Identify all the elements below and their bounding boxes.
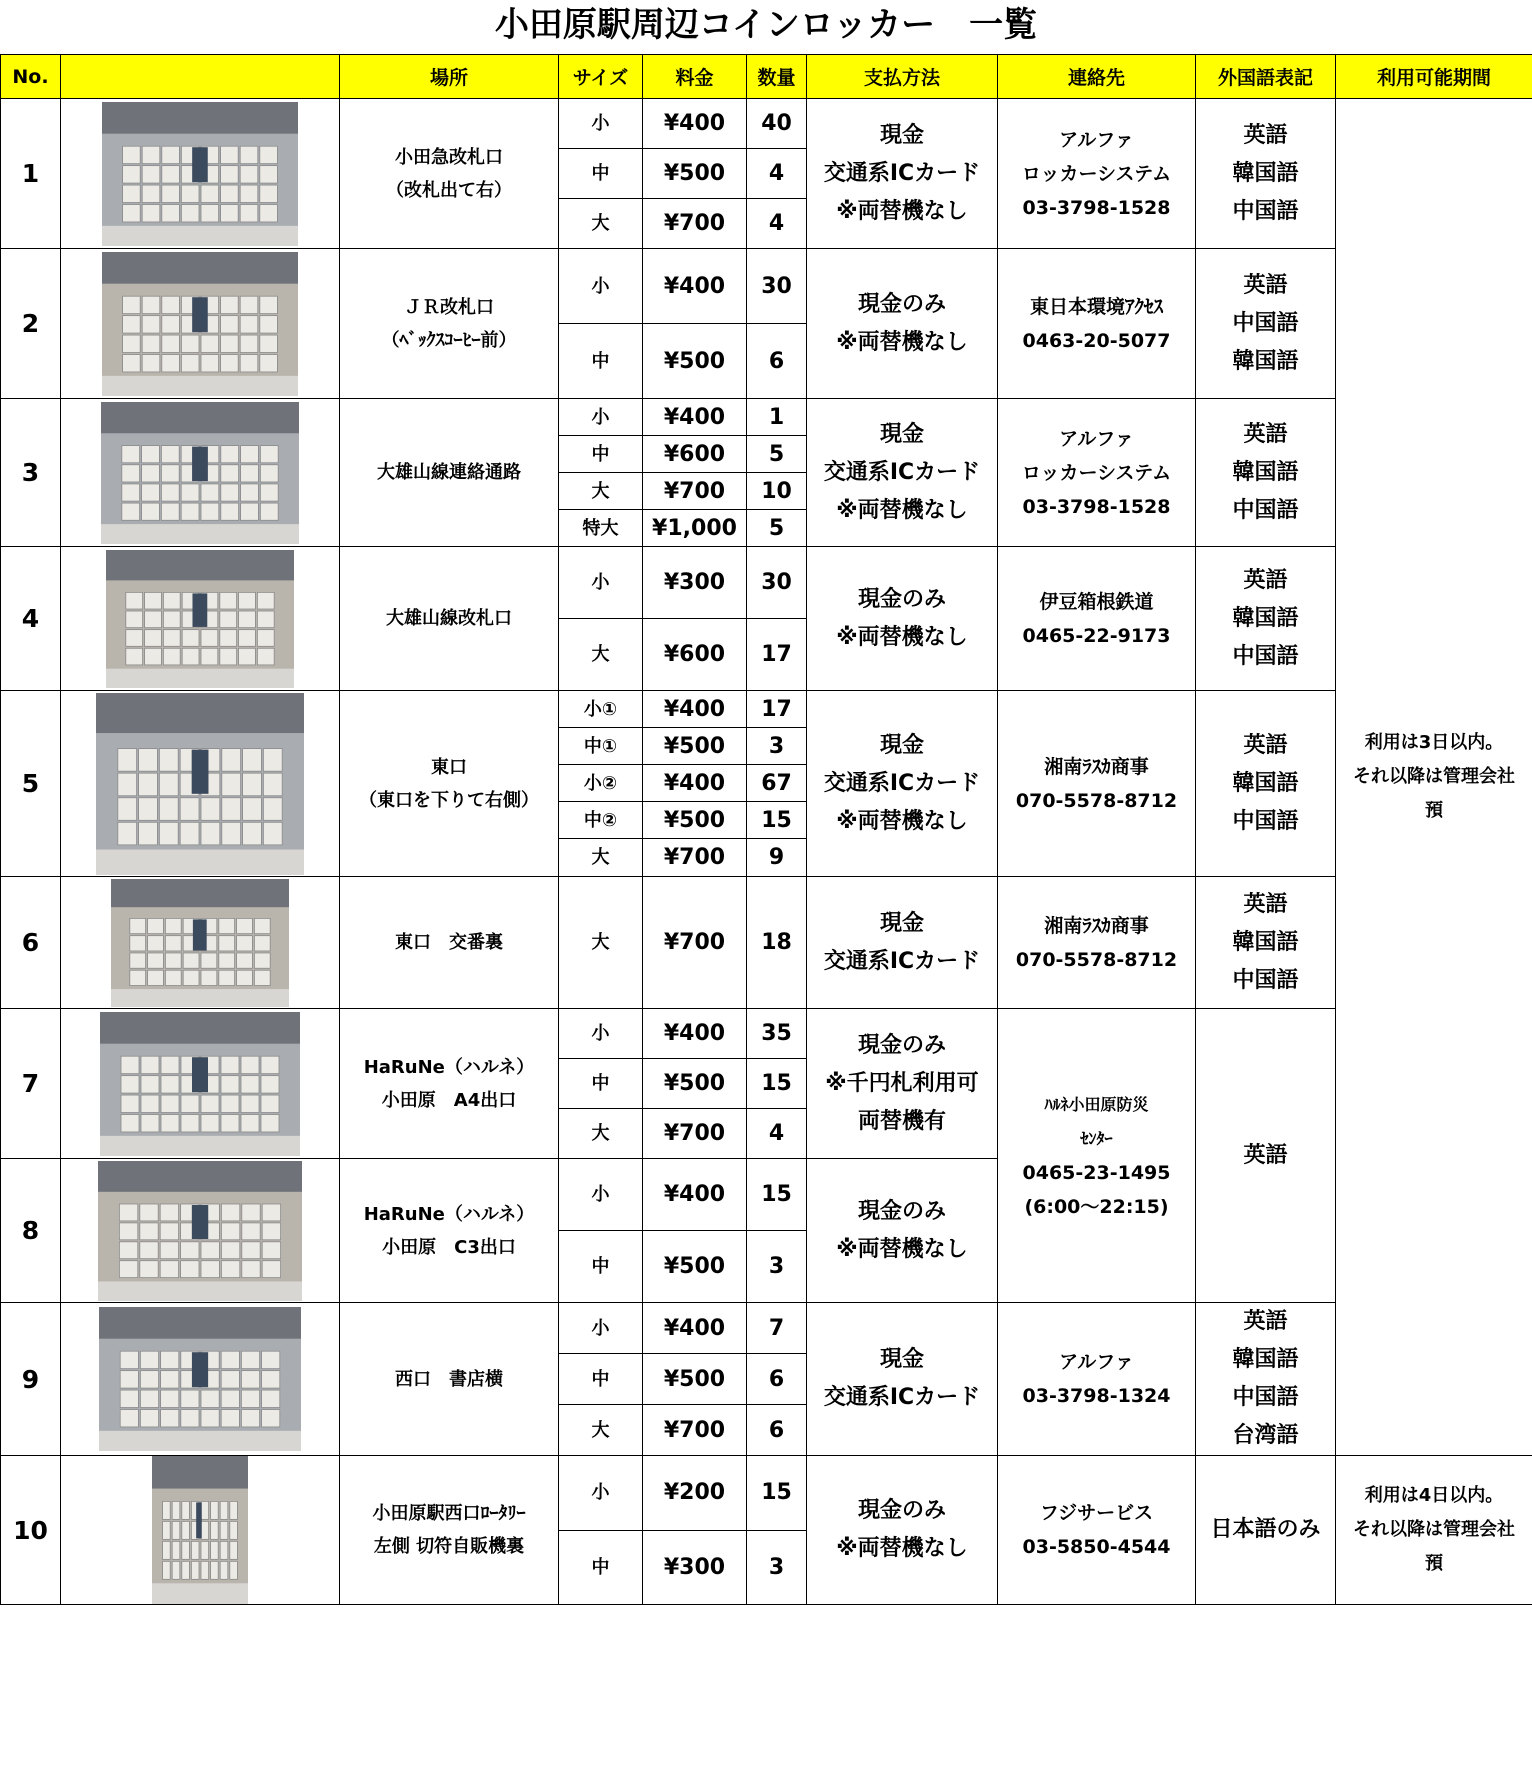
size-cell: 小: [559, 399, 643, 436]
table-row: [1, 1009, 1532, 1059]
lang-cell: [1196, 691, 1336, 877]
qty-cell: 6: [747, 1405, 807, 1456]
payment-cell: [807, 399, 998, 547]
payment-cell: [807, 1009, 998, 1159]
photo-cell: [61, 691, 340, 877]
payment-line: 現金: [879, 421, 924, 447]
contact-cell: [998, 249, 1196, 399]
place-cell: [340, 399, 559, 547]
payment-cell: [807, 877, 998, 1009]
qty-cell: 5: [747, 510, 807, 547]
place-cell: [340, 691, 559, 877]
lang-line: 中国語: [1232, 808, 1299, 834]
header-contact: 連絡先: [998, 55, 1196, 99]
place-line: （改札出て右）: [386, 179, 512, 201]
contact-line: ﾊﾙﾈ小田原防災: [1044, 1094, 1149, 1114]
qty-cell: 6: [747, 1354, 807, 1405]
qty-cell: 4: [747, 199, 807, 249]
period-line: 預: [1425, 800, 1443, 821]
contact-line: 03-3798-1324: [1022, 1385, 1171, 1407]
header-size: サイズ: [559, 55, 643, 99]
size-cell: 大: [559, 1405, 643, 1456]
qty-cell: 15: [747, 1159, 807, 1231]
table-row: [1, 249, 1532, 324]
row-number: 2: [1, 249, 61, 399]
period-line: 利用は4日以内。: [1364, 1485, 1504, 1506]
price-cell: ¥500: [643, 802, 747, 839]
price-cell: ¥500: [643, 149, 747, 199]
row-number: 1: [1, 99, 61, 249]
price-cell: ¥500: [643, 324, 747, 399]
qty-cell: 3: [747, 1530, 807, 1605]
size-cell: 大: [559, 839, 643, 877]
qty-cell: 30: [747, 249, 807, 324]
lang-cell: [1196, 399, 1336, 547]
size-cell: 中: [559, 324, 643, 399]
qty-cell: 67: [747, 765, 807, 802]
payment-cell: [807, 99, 998, 249]
size-cell: 中①: [559, 728, 643, 765]
photo-cell: [61, 399, 340, 547]
contact-line: 湘南ﾗｽｶ商事: [1044, 914, 1149, 937]
row-number: 4: [1, 547, 61, 691]
contact-line: 03-5850-4544: [1022, 1536, 1171, 1558]
qty-cell: 15: [747, 1059, 807, 1109]
lang-line: 中国語: [1232, 198, 1299, 224]
place-line: HaRuNe（ハルネ）: [363, 1203, 535, 1225]
payment-cell: [807, 691, 998, 877]
payment-cell: [807, 547, 998, 691]
qty-cell: 4: [747, 149, 807, 199]
contact-line: ロッカーシステム: [1021, 162, 1172, 185]
header-period: 利用可能期間: [1336, 55, 1532, 99]
price-cell: ¥700: [643, 1405, 747, 1456]
contact-cell: [998, 399, 1196, 547]
header-price: 料金: [643, 55, 747, 99]
payment-line: ※両替機なし: [836, 329, 968, 355]
lang-cell: [1196, 249, 1336, 399]
payment-line: ※両替機なし: [836, 1236, 968, 1262]
qty-cell: 30: [747, 547, 807, 619]
price-cell: ¥1,000: [643, 510, 747, 547]
qty-cell: 3: [747, 728, 807, 765]
lang-line: 韓国語: [1232, 348, 1299, 374]
locker-photo: [111, 879, 289, 1007]
place-cell: [340, 547, 559, 691]
photo-cell: [61, 547, 340, 691]
payment-line: 現金: [879, 910, 924, 936]
size-cell: 大: [559, 199, 643, 249]
size-cell: 中: [559, 1059, 643, 1109]
place-line: （ﾍﾞｯｸｽｺｰﾋｰ前）: [381, 329, 517, 351]
qty-cell: 35: [747, 1009, 807, 1059]
place-cell: [340, 1159, 559, 1303]
photo-cell: [61, 99, 340, 249]
contact-cell: [998, 547, 1196, 691]
table-row: [1, 99, 1532, 149]
photo-cell: [61, 1303, 340, 1456]
payment-line: ※両替機なし: [836, 198, 968, 224]
contact-line: ロッカーシステム: [1021, 461, 1172, 484]
lang-cell: [1196, 877, 1336, 1009]
place-cell: [340, 99, 559, 249]
lang-line: 韓国語: [1232, 459, 1299, 485]
size-cell: 小: [559, 1159, 643, 1231]
lang-cell: [1196, 1303, 1336, 1456]
contact-line: 東日本環境ｱｸｾｽ: [1029, 295, 1163, 318]
size-cell: 中: [559, 436, 643, 473]
lang-line: 韓国語: [1232, 605, 1299, 631]
place-line: 小田原 C3出口: [382, 1236, 516, 1258]
size-cell: 大: [559, 619, 643, 691]
payment-cell: [807, 1303, 998, 1456]
period-line: それ以降は管理会社: [1353, 1519, 1515, 1540]
lang-line: 台湾語: [1232, 1423, 1299, 1448]
photo-cell: [61, 249, 340, 399]
period-line: 預: [1425, 1553, 1443, 1574]
lang-line: 日本語のみ: [1210, 1517, 1321, 1542]
price-cell: ¥400: [643, 691, 747, 728]
lang-line: 韓国語: [1232, 1347, 1299, 1372]
size-cell: 中: [559, 149, 643, 199]
price-cell: ¥300: [643, 1530, 747, 1605]
locker-photo: [96, 693, 304, 875]
payment-line: 交通系ICカード: [823, 459, 981, 485]
price-cell: ¥400: [643, 1303, 747, 1354]
price-cell: ¥400: [643, 99, 747, 149]
lang-line: 英語: [1243, 421, 1288, 447]
header-photo: [61, 55, 340, 99]
contact-line: 070-5578-8712: [1015, 948, 1178, 971]
header-lang: 外国語表記: [1196, 55, 1336, 99]
place-cell: [340, 249, 559, 399]
lang-line: 英語: [1243, 732, 1288, 758]
price-cell: ¥500: [643, 1059, 747, 1109]
payment-line: 交通系ICカード: [823, 160, 981, 186]
contact-cell: [998, 1303, 1196, 1456]
size-cell: 中: [559, 1354, 643, 1405]
payment-cell: [807, 1159, 998, 1303]
row-number: 6: [1, 877, 61, 1009]
place-line: 東口 交番裏: [395, 932, 503, 953]
contact-line: (6:00～22:15): [1024, 1195, 1169, 1218]
photo-cell: [61, 1159, 340, 1303]
payment-line: 現金: [879, 732, 924, 758]
payment-cell: [807, 1456, 998, 1605]
header-row: [1, 55, 1532, 99]
price-cell: ¥700: [643, 473, 747, 510]
price-cell: ¥400: [643, 1009, 747, 1059]
size-cell: 小: [559, 1303, 643, 1354]
locker-photo: [98, 1161, 302, 1301]
lang-cell: [1196, 1009, 1336, 1303]
lang-line: 英語: [1243, 891, 1288, 917]
place-line: （東口を下りて右側）: [359, 789, 539, 811]
locker-photo: [102, 252, 298, 396]
contact-line: 03-3798-1528: [1022, 196, 1171, 219]
lang-line: 英語: [1243, 122, 1288, 148]
price-cell: ¥200: [643, 1456, 747, 1531]
price-cell: ¥700: [643, 199, 747, 249]
contact-cell: [998, 877, 1196, 1009]
payment-line: ※両替機なし: [836, 497, 968, 523]
contact-line: ｾﾝﾀｰ: [1080, 1128, 1113, 1148]
table-row: [1, 547, 1532, 619]
size-cell: 小: [559, 99, 643, 149]
place-line: ＪＲ改札口: [404, 296, 494, 318]
qty-cell: 10: [747, 473, 807, 510]
qty-cell: 1: [747, 399, 807, 436]
size-cell: 小②: [559, 765, 643, 802]
lang-line: 英語: [1243, 1142, 1288, 1168]
place-line: 大雄山線改札口: [386, 608, 512, 629]
place-line: 小田急改札口: [395, 146, 503, 168]
price-cell: ¥400: [643, 249, 747, 324]
place-line: 左側 切符自販機裏: [373, 1536, 525, 1557]
photo-cell: [61, 1456, 340, 1605]
contact-line: 03-3798-1528: [1022, 495, 1171, 518]
locker-photo: [100, 1012, 300, 1156]
contact-line: 伊豆箱根鉄道: [1039, 590, 1154, 613]
payment-line: 現金のみ: [857, 1198, 946, 1224]
locker-table: [0, 54, 1532, 1605]
locker-photo: [101, 402, 299, 544]
header-qty: 数量: [747, 55, 807, 99]
place-cell: [340, 877, 559, 1009]
qty-cell: 5: [747, 436, 807, 473]
contact-line: 0463-20-5077: [1022, 329, 1171, 352]
qty-cell: 15: [747, 802, 807, 839]
size-cell: 小①: [559, 691, 643, 728]
payment-line: ※両替機なし: [836, 624, 968, 650]
size-cell: 大: [559, 1109, 643, 1159]
lang-line: 英語: [1243, 272, 1288, 298]
locker-photo: [99, 1307, 301, 1451]
row-number: 3: [1, 399, 61, 547]
qty-cell: 18: [747, 877, 807, 1009]
payment-line: 現金のみ: [857, 291, 946, 317]
contact-cell: [998, 691, 1196, 877]
size-cell: 小: [559, 1456, 643, 1531]
table-row: [1, 1303, 1532, 1354]
place-line: 小田原 A4出口: [381, 1089, 517, 1111]
table-body: [1, 99, 1532, 1605]
contact-line: 070-5578-8712: [1015, 789, 1178, 812]
qty-cell: 6: [747, 324, 807, 399]
period-cell: [1336, 99, 1532, 1456]
header-place: 場所: [340, 55, 559, 99]
row-number: 7: [1, 1009, 61, 1159]
contact-line: 湘南ﾗｽｶ商事: [1044, 755, 1149, 778]
contact-line: フジサービス: [1039, 1502, 1154, 1524]
lang-cell: [1196, 547, 1336, 691]
qty-cell: 17: [747, 619, 807, 691]
place-line: 東口: [431, 756, 467, 778]
payment-line: 現金: [879, 122, 924, 148]
row-number: 10: [1, 1456, 61, 1605]
size-cell: 大: [559, 473, 643, 510]
lang-cell: [1196, 99, 1336, 249]
lang-cell: [1196, 1456, 1336, 1605]
period-line: 利用は3日以内。: [1364, 732, 1504, 753]
price-cell: ¥400: [643, 399, 747, 436]
contact-line: アルファ: [1059, 1351, 1134, 1373]
price-cell: ¥600: [643, 619, 747, 691]
payment-line: 現金のみ: [857, 1498, 946, 1523]
size-cell: 小: [559, 547, 643, 619]
size-cell: 中: [559, 1530, 643, 1605]
contact-line: アルファ: [1059, 427, 1134, 450]
lang-line: 英語: [1243, 1309, 1288, 1334]
lang-line: 中国語: [1232, 1385, 1299, 1410]
period-cell: [1336, 1456, 1532, 1605]
photo-cell: [61, 877, 340, 1009]
payment-line: 交通系ICカード: [823, 948, 981, 974]
price-cell: ¥700: [643, 839, 747, 877]
row-number: 5: [1, 691, 61, 877]
table-row: [1, 691, 1532, 728]
size-cell: 特大: [559, 510, 643, 547]
contact-line: 0465-23-1495: [1022, 1161, 1171, 1184]
size-cell: 中②: [559, 802, 643, 839]
payment-line: 現金のみ: [857, 586, 946, 612]
price-cell: ¥500: [643, 1231, 747, 1303]
contact-cell: [998, 99, 1196, 249]
contact-line: 0465-22-9173: [1022, 624, 1171, 647]
size-cell: 中: [559, 1231, 643, 1303]
payment-cell: [807, 249, 998, 399]
lang-line: 韓国語: [1232, 160, 1299, 186]
qty-cell: 4: [747, 1109, 807, 1159]
size-cell: 小: [559, 249, 643, 324]
payment-line: 現金: [879, 1347, 924, 1372]
price-cell: ¥300: [643, 547, 747, 619]
place-cell: [340, 1303, 559, 1456]
table-row: [1, 1456, 1532, 1531]
qty-cell: 9: [747, 839, 807, 877]
contact-line: アルファ: [1059, 128, 1134, 151]
lang-line: 英語: [1243, 567, 1288, 593]
payment-line: 交通系ICカード: [823, 1385, 981, 1410]
payment-line: ※千円札利用可: [825, 1070, 979, 1096]
lang-line: 中国語: [1232, 497, 1299, 523]
photo-cell: [61, 1009, 340, 1159]
lang-line: 韓国語: [1232, 929, 1299, 955]
table-row: [1, 877, 1532, 1009]
price-cell: ¥600: [643, 436, 747, 473]
table-row: [1, 399, 1532, 436]
period-line: それ以降は管理会社: [1353, 766, 1515, 787]
lang-line: 中国語: [1232, 643, 1299, 669]
payment-line: 現金のみ: [857, 1032, 946, 1058]
price-cell: ¥400: [643, 765, 747, 802]
qty-cell: 7: [747, 1303, 807, 1354]
payment-line: ※両替機なし: [836, 808, 968, 834]
price-cell: ¥700: [643, 1109, 747, 1159]
price-cell: ¥400: [643, 1159, 747, 1231]
place-line: 大雄山線連絡通路: [377, 462, 521, 483]
lang-line: 中国語: [1232, 310, 1299, 336]
qty-cell: 3: [747, 1231, 807, 1303]
locker-photo: [102, 102, 298, 246]
contact-cell: [998, 1456, 1196, 1605]
locker-photo: [106, 550, 294, 688]
price-cell: ¥500: [643, 728, 747, 765]
row-number: 8: [1, 1159, 61, 1303]
place-line: 小田原駅西口ﾛｰﾀﾘｰ: [372, 1503, 526, 1524]
lang-line: 中国語: [1232, 967, 1299, 993]
place-cell: [340, 1456, 559, 1605]
payment-line: ※両替機なし: [836, 1536, 968, 1561]
row-number: 9: [1, 1303, 61, 1456]
qty-cell: 40: [747, 99, 807, 149]
qty-cell: 15: [747, 1456, 807, 1531]
price-cell: ¥700: [643, 877, 747, 1009]
header-payment: 支払方法: [807, 55, 998, 99]
locker-photo: [152, 1456, 248, 1604]
place-cell: [340, 1009, 559, 1159]
page-title: 小田原駅周辺コインロッカー 一覧: [494, 5, 1038, 45]
lang-line: 韓国語: [1232, 770, 1299, 796]
place-line: 西口 書店横: [395, 1368, 503, 1390]
payment-line: 両替機有: [857, 1108, 946, 1134]
place-line: HaRuNe（ハルネ）: [363, 1056, 535, 1078]
header-no: No.: [1, 55, 61, 99]
contact-cell: [998, 1009, 1196, 1303]
size-cell: 小: [559, 1009, 643, 1059]
price-cell: ¥500: [643, 1354, 747, 1405]
size-cell: 大: [559, 877, 643, 1009]
qty-cell: 17: [747, 691, 807, 728]
payment-line: 交通系ICカード: [823, 770, 981, 796]
